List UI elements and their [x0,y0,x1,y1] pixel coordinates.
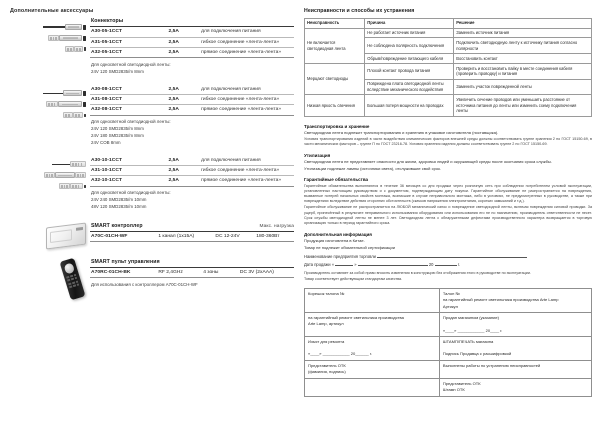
table-row [90,232,294,242]
accessory-group-1 [8,18,294,75]
note-line: 24V 240 SMD2835/m 10mm [91,196,147,202]
page-title: Дополнительные аксессуары [10,8,94,14]
warranty-p2: Гарантийное обслуживание не распространяется на ЛЮБОЙ механический износ и повреждение светодиодной ленты, включая повреждения силовой проводки. За ущерб, принесённый в результате неправильного использования оборудования или использования его не по назначению, производитель ответственности не несет. Срок службы светодиодной ленты не менее 3 лет. Светодиодная лента с обнаруженными дефектами производственного характера возвращается в торговую организацию только в период гарантийного срока. [304,205,592,225]
sku-desc: для подключения питания [200,27,294,37]
disposal-p2: Утилизации подлежат лампы (источники света), отслужившие свой срок. [304,165,441,171]
table-row [305,312,592,336]
transport-block [304,124,592,148]
controller-load-label: Макс. нагрузка [259,223,294,229]
sku-code: A30-05-1CCT [90,27,168,37]
remote-title: SMART пульт управления [91,258,160,265]
table-row [305,289,592,313]
sku-current: 2,5A [168,84,201,94]
fault-cause: Повреждена плата светодиодной ленты вследствие механического воздействия [365,79,454,95]
sku-desc: гибкое соединение «лента-лента» [200,94,294,104]
controller-title: SMART контроллер [91,222,143,229]
sku-code: A32-05-1CCT [90,47,168,57]
fault-solution: Подключить светодиодную ленту к источнику питания согласно полярности [454,38,592,54]
table-row [90,84,294,94]
transport-p2: Условия транспортирования изделий в части воздействия климатических факторов внешней среды должны соответствовать группе хранения 2 по ГОСТ 15150-69, в части механических факторов – группе П по ГОСТ 23216-78. Условия хранения изделия должны соответствовать группе 2 по ГОСТ 15150-69. [304,136,592,147]
controller-code: A70C-01CH-WF [90,232,157,242]
remote-code: A70RC-01CH-BK [90,268,157,278]
table-row [90,37,294,47]
table-row [90,47,294,57]
fault-solution: Заменить источник питания [454,28,592,38]
date-field-label: Дата продажи [304,261,331,267]
fault-solution: Проверить и восстановить пайку в месте соединения кабеля (проверить проводку) и питания [454,64,592,80]
date-year-input[interactable] [435,265,457,266]
table-row [305,95,592,116]
spec-side-2 [86,84,294,146]
sku-current: 2,5A [168,47,201,57]
card-cell-right: Продан магазином (указание) «____» ____________ 20____ г. [439,312,591,336]
transport-p1: Светодиодная лента подлежит транспортированию и хранению в упаковке изготовителя (поставщика). [304,129,499,135]
fault-cause: Обрыв/повреждение питающего кабеля [365,54,454,64]
controller-title-row [90,223,294,232]
sku-current: 2,5A [168,27,201,37]
date-day-input[interactable] [335,265,353,266]
smart-controller-block [8,223,294,247]
note-line: 48V 120 SMD2835/m 10mm [91,203,147,209]
controller-spec [86,223,294,247]
table-row [90,165,294,175]
smart-remote-block [8,259,294,299]
remote-title-row [90,259,294,268]
sku-current: 2,5A [168,176,201,186]
card-cell-left: Представитель ОТК (фамилия, подпись) [305,360,440,378]
sku-desc: гибкое соединение «лента-лента» [200,165,294,175]
fault-name: Не включается светодиодная лента [305,28,365,63]
card-cell-right: ШТАМП/ПЕЧАТЬ магазина Подпись Продавца с расшифровкой [439,336,591,360]
extra-p3: Производитель оставляет за собой право вносить изменения в конструкцию без отображения этого в руководстве по эксплуатации. [304,270,531,275]
controller-photo-wrap [8,223,86,247]
date-quote-close: » [354,261,357,267]
remote-table [90,268,294,278]
remote-photo-wrap [8,259,86,299]
group-title-connectors [90,18,294,27]
header-fault: Неисправность [305,18,365,28]
sku-current: 2,5A [168,37,201,47]
remote-photo [59,257,85,300]
product-photos-2 [8,84,86,146]
note-line: 24V COB 8mm [91,139,121,145]
sku-table-2 [90,84,294,115]
product-photos-3 [8,155,86,210]
table-row [90,94,294,104]
card-cell-left: Корешок талона № [305,289,440,313]
fault-cause: Не работает источник питания [365,28,454,38]
note-line: 24V 180 SMD2835/m 8mm [91,132,144,138]
accessory-group-2 [8,84,294,146]
note-lead: Для односветной светодиодной ленты: [91,190,171,196]
spec-side-1 [86,18,294,75]
controller-power: 180-360Вт [255,232,294,242]
controller-photo [46,222,86,249]
disposal-p1: Светодиодная лента не представляет опасности для жизни, здоровья людей и окружающей среды после окончания срока службы. [304,159,552,165]
table-row [90,27,294,37]
sku-code: A30-10-1CCT [90,155,168,165]
fault-solution: Восстановить контакт [454,54,592,64]
table-row [305,64,592,80]
controller-channels: 1 канал (1х15A) [157,232,214,242]
sku-code: A30-08-1CCT [90,84,168,94]
group-title-text: Коннекторы [91,18,124,24]
card-cell-right: Выполнены работы по устранению неисправностей [439,360,591,378]
sku-table-1 [90,27,294,58]
date-quote-open: « [331,261,334,267]
remote-dial [63,262,75,274]
connector-photo-power-2 [43,90,86,96]
warranty-block [304,177,592,226]
header-cause: Причина [365,18,454,28]
controller-table [90,232,294,242]
date-year-suffix: г. [457,261,460,267]
table-row [305,378,592,396]
date-year-prefix: 20 [428,261,434,267]
sku-current: 2,5A [168,155,201,165]
card-cell-right: Талон № на гарантийный ремонт светильника производства Arte Lamp Артикул [439,289,591,313]
extra-title: Дополнительная информация [304,231,372,237]
extra-p4: Товар соответствует действующим стандартам качества. [304,276,403,281]
fault-solution: Заменить участок поврежденной ленты [454,79,592,95]
troubleshooting-table [304,18,592,117]
sku-current: 2,5A [168,94,201,104]
fault-name: Мерцают светодиоды [305,64,365,95]
fault-section-title: Неисправности и способы их устранения [304,8,415,14]
remote-rf: RF 2,4GHz [157,268,202,278]
card-cell-right: Представитель ОТК Штамп ОТК [439,378,591,396]
sku-desc: для подключения питания [200,155,294,165]
card-cell-left: на гарантийный ремонт светильника производства Arte Lamp, артикул [305,312,440,336]
fault-cause: Не соблюдена полярность подключения [365,38,454,54]
product-photos-1 [8,18,86,75]
sku-current: 2,5A [168,165,201,175]
remote-zones: 4 зоны [202,268,239,278]
connector-photo-flex-1 [48,35,86,41]
sku-desc: прямое соединение «лента-лента» [200,176,294,186]
connector-photo-direct-1 [65,46,86,52]
sku-desc: гибкое соединение «лента-лента» [200,37,294,47]
table-row [90,268,294,278]
org-field-label: Наименование предприятия торговли [304,253,376,259]
group-note-2 [90,119,294,146]
sku-current: 2,5A [168,105,201,115]
sku-code: A31-05-1CCT [90,37,168,47]
header-solution: Решение [454,18,592,28]
org-field-input[interactable] [377,257,527,258]
card-cell-left: Изъят для ремонта «____» ____________ 20______ г. [305,336,440,360]
accessory-group-3 [8,155,294,210]
group-note-1 [90,62,294,76]
right-column [300,0,600,424]
sku-desc: прямое соединение «лента-лента» [200,47,294,57]
extra-p2: Товар не подлежит обязательной сертификации [304,244,396,250]
sku-code: A32-08-1CCT [90,105,168,115]
remote-spec [86,259,294,299]
warranty-title: Гарантийные обязательства [304,177,369,183]
table-row [305,28,592,38]
warranty-p1: Гарантийные обязательства выполняются в течение 36 месяцев со дня продажи через розничную сеть при соблюдении потребителем условий эксплуатации, установленных настоящим руководством и с документом, подтверждающим дату покупки. Гарантийное обслуживание не распространяется на повреждения, вызванные потерей начальных свойств монтажа, возникшие в случае неправильного монтажа, либо в условиях, не предусмотренных в руководстве, а также при повреждениях вследствие действия сторонних обстоятельств (скачков напряжения электропитания, коротких замыканий и т.д.). [304,183,592,204]
note-lead: Для односветной светодиодной ленты: [91,61,171,67]
connector-photo-direct-3 [59,183,86,189]
warranty-card-table [304,288,592,397]
sku-code: A32-10-1CCT [90,176,168,186]
note-line: 24V 120 SMD2835/m 8mm [91,125,144,131]
group-note-3 [90,190,294,210]
spec-side-3 [86,155,294,210]
table-row [305,336,592,360]
note-lead: Для односветной светодиодной ленты: [91,119,171,125]
sku-desc: для подключения питания [200,84,294,94]
remote-keypad [66,273,79,287]
connector-photo-flex-2 [46,101,86,107]
table-row [90,105,294,115]
date-field-row [304,262,592,267]
connector-photo-power-1 [43,24,86,30]
remote-note: Для использования с контроллером A70C-01CH-WF [91,281,198,287]
extra-info-block [304,232,592,282]
sku-code: A31-08-1CCT [90,94,168,104]
note-line: 24V 120 SMD2835/m 8mm [91,68,144,74]
card-cell-left [305,378,440,396]
table-header-row [305,18,592,28]
disposal-block [304,153,592,172]
transport-title: Транспортировка и хранение [304,123,370,129]
connector-photo-power-3 [52,161,86,167]
connector-photo-flex-3 [44,172,86,178]
table-row [305,360,592,378]
remote-battery: DC 3V (2xAAA) [239,268,294,278]
connector-photo-direct-2 [63,112,86,118]
date-month-input[interactable] [358,265,428,266]
fault-name: Низкая яркость свечения [305,95,365,116]
fault-solution: Увеличить сечение проводов или уменьшить расстояние от источника питания до ленты или изменить схему подключения ленты [454,95,592,116]
extra-p1: Продукция изготовлена в Китае. [304,237,365,243]
table-row [90,176,294,186]
fault-cause: Плохой контакт провода питания [365,64,454,80]
sku-code: A31-10-1CCT [90,165,168,175]
table-row [90,155,294,165]
controller-voltage: DC 12-24V [214,232,255,242]
org-field-row [304,254,592,259]
sku-table-3 [90,155,294,186]
disposal-title: Утилизация [304,152,331,158]
sku-desc: прямое соединение «лента-лента» [200,105,294,115]
fault-cause: Большая потеря мощности на проводах [365,95,454,116]
